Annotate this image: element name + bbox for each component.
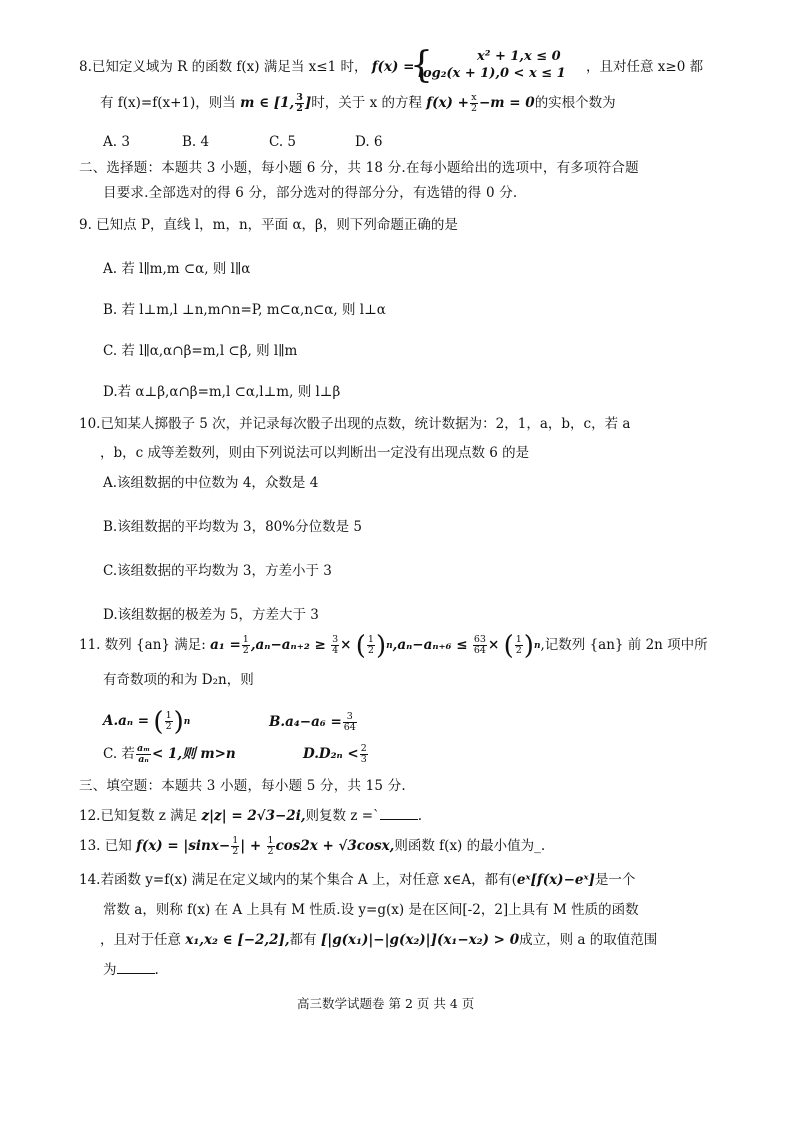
q14-l3c: 成立，则 a 的取值范围 bbox=[519, 932, 658, 948]
q11-opt-c-post: < 1,则 m>n bbox=[152, 746, 236, 762]
q14-l3b: 都有 bbox=[289, 932, 317, 948]
q13-post: 则函数 f(x) 的最小值为_. bbox=[394, 838, 546, 854]
q11-c2: ,aₙ−aₙ₊₆ ≤ bbox=[392, 637, 468, 653]
q12-end: . bbox=[417, 808, 423, 824]
q8-l2-pre: 有 f(x)=f(x+1)，则当 bbox=[100, 95, 236, 111]
q11-times-1: × bbox=[340, 637, 352, 653]
sec2-line1: 二、选择题：本题共 3 小题，每小题 6 分，共 18 分.在每小题给出的选项中，有多项符合题 bbox=[79, 160, 639, 176]
q8-eq-a: f(x) + bbox=[426, 95, 469, 111]
sec3-heading: 三、填空题：本题共 3 小题，每小题 5 分，共 15 分. bbox=[79, 778, 406, 794]
q8-l2-mid: 时，关于 x 的方程 bbox=[311, 95, 422, 111]
q11-opt-b-frac: $\frac{3}{64}$ bbox=[343, 711, 356, 733]
q11-opt-b bbox=[269, 712, 358, 733]
q10-line1: 10.已知某人掷骰子 5 次，并记录每次骰子出现的点数，统计数据为：2，1，a，b，c，若 a bbox=[79, 416, 631, 432]
q11-opt-c-pre: C. 若 bbox=[103, 746, 135, 762]
q10-line2: ，b，c 成等差数列，则由下列说法可以判断出一定没有出现点数 6 的是 bbox=[100, 445, 530, 461]
q12-pre: 12.已知复数 z 满足 bbox=[79, 808, 198, 824]
q8-opt-a: A. 3 bbox=[103, 134, 130, 150]
q14-l1m: eˣ[f(x)−eˣ] bbox=[516, 872, 595, 888]
q14-line1 bbox=[79, 870, 635, 890]
q11-opt-c bbox=[103, 744, 236, 765]
q11-f2: $\frac{63}{64}$ bbox=[473, 634, 486, 656]
q11-a1: a₁ = bbox=[210, 637, 241, 653]
q8-opt-b: B. 4 bbox=[182, 134, 210, 150]
q11-opt-a bbox=[103, 708, 190, 735]
q11-opt-b-text: B.a₄−a₆ = bbox=[269, 714, 342, 730]
q14-l1b: 是一个 bbox=[594, 872, 636, 888]
q8-line1 bbox=[79, 57, 414, 77]
q8-case2: log₂(x + 1),0 < x ≤ 1 bbox=[418, 66, 566, 81]
q8-opt-d: D. 6 bbox=[355, 134, 383, 150]
q11-times-2: × bbox=[487, 637, 500, 653]
q8-l1-pre: 8.已知定义域为 R 的函数 f(x) 满足当 x≤1 时， bbox=[79, 59, 368, 75]
q9-opt-a: A. 若 l∥m,m ⊂α, 则 l∥α bbox=[103, 261, 251, 277]
q12-eq: z|z| = 2√3−2i, bbox=[201, 808, 306, 824]
q13-pre: 13. 已知 bbox=[79, 838, 132, 854]
q14-line2: 常数 a，则称 f(x) 在 A 上具有 M 性质.设 y=g(x) 是在区间[-2，2]上具有 M 性质的函数 bbox=[103, 902, 639, 918]
q13-half-1: $\frac{1}{2}$ bbox=[232, 835, 239, 857]
q8-eq-b: −m = 0 bbox=[478, 95, 535, 111]
q13-f3: cos2x + √3cosx, bbox=[275, 838, 395, 854]
q12-post: 则复数 z =` bbox=[305, 808, 380, 824]
q11-half: $\frac{1}{2}$ bbox=[242, 634, 249, 656]
q11-line1 bbox=[79, 632, 708, 659]
q11-pow-2: ( $\frac{1}{2}$ ) n bbox=[503, 630, 541, 661]
q11-opt-d bbox=[303, 744, 369, 765]
q14-l3a: ，且对于任意 bbox=[100, 932, 181, 948]
q13-f2: | + bbox=[240, 838, 262, 854]
q8-eq-frac: $\frac{x}{2}$ bbox=[470, 92, 477, 114]
q12-answer-blank[interactable] bbox=[380, 806, 418, 820]
q14-l1a: 14.若函数 y=f(x) 满足在定义域内的某个集合 A 上，对任意 x∈A，都有( bbox=[79, 872, 517, 888]
q11-opt-c-frac: $\frac{\text{aₘ}}{\text{aₙ}}$ bbox=[136, 743, 151, 765]
q9-opt-d: D.若 α⊥β,α∩β=m,l ⊂α,l⊥m, 则 l⊥β bbox=[103, 384, 341, 400]
q8-close: ] bbox=[304, 95, 312, 111]
q11-opt-d-text: D.D₂ₙ < bbox=[303, 746, 359, 762]
q9-opt-c: C. 若 l∥α,α∩β=m,l ⊂β, 则 l∥m bbox=[103, 343, 298, 359]
q8-fx: f(x) = bbox=[371, 59, 415, 75]
q14-l4: 为 bbox=[103, 962, 117, 978]
q11-f1: $\frac{3}{4}$ bbox=[332, 634, 339, 656]
q9-stem: 9. 已知点 P，直线 l，m，n，平面 α，β，则下列命题正确的是 bbox=[79, 217, 458, 233]
q14-l4end: . bbox=[154, 962, 159, 978]
q8-brace: { bbox=[410, 45, 433, 86]
q13-line bbox=[79, 834, 545, 858]
q11-opt-d-frac: $\frac{2}{3}$ bbox=[360, 743, 367, 765]
q10-opt-d: D.该组数据的极差为 5，方差大于 3 bbox=[103, 607, 319, 623]
q11-pre: 11. 数列 {an} 满足: bbox=[79, 637, 206, 653]
sec2-line2: 目要求.全部选对的得 6 分，部分选对的得部分分，有选错的得 0 分. bbox=[103, 185, 518, 201]
q11-c1: ,aₙ−aₙ₊₂ ≥ bbox=[250, 637, 326, 653]
q8-line2 bbox=[100, 93, 616, 114]
q14-line4 bbox=[103, 960, 159, 980]
q11-opt-a-pow: ( $\frac{1}{2}$ ) n bbox=[153, 706, 191, 737]
q14-l3m1: x₁,x₂ ∈ [−2,2], bbox=[185, 932, 290, 948]
q14-l3m2: [|g(x₁)|−|g(x₂)|](x₁−x₂) > 0 bbox=[320, 932, 520, 948]
q8-frac: $\frac{3}{2}$ bbox=[296, 92, 303, 114]
q11-line2: 有奇数项的和为 D₂n，则 bbox=[103, 672, 254, 688]
q8-m-in: m ∈ [1, bbox=[240, 95, 295, 111]
page-footer: 高三数学试题卷 第 2 页 共 4 页 bbox=[297, 996, 475, 1011]
q8-l1-post: ，且对任意 x≥0 都 bbox=[586, 59, 704, 75]
q14-answer-blank[interactable] bbox=[117, 960, 155, 974]
q9-opt-b: B. 若 l⊥m,l ⊥n,m∩n=P, m⊂α,n⊂α, 则 l⊥α bbox=[103, 302, 386, 318]
q10-opt-a: A.该组数据的中位数为 4，众数是 4 bbox=[103, 475, 319, 491]
q12-line bbox=[79, 806, 422, 826]
q11-opt-a-text: A.aₙ = bbox=[103, 713, 150, 729]
q14-line3 bbox=[100, 930, 657, 950]
q11-pow-1: ( $\frac{1}{2}$ ) n bbox=[355, 630, 393, 661]
q11-post: ,记数列 {an} 前 2n 项中所 bbox=[540, 637, 708, 653]
q13-half-2: $\frac{1}{2}$ bbox=[267, 835, 274, 857]
q13-f1: f(x) = |sinx− bbox=[136, 838, 231, 854]
q8-opt-c: C. 5 bbox=[269, 134, 297, 150]
q10-opt-c: C.该组数据的平均数为 3，方差小于 3 bbox=[103, 563, 332, 579]
q10-opt-b: B.该组数据的平均数为 3，80%分位数是 5 bbox=[103, 519, 362, 535]
q8-l2-post: 的实根个数为 bbox=[534, 95, 616, 111]
q8-case1: x² + 1,x ≤ 0 bbox=[477, 49, 561, 64]
